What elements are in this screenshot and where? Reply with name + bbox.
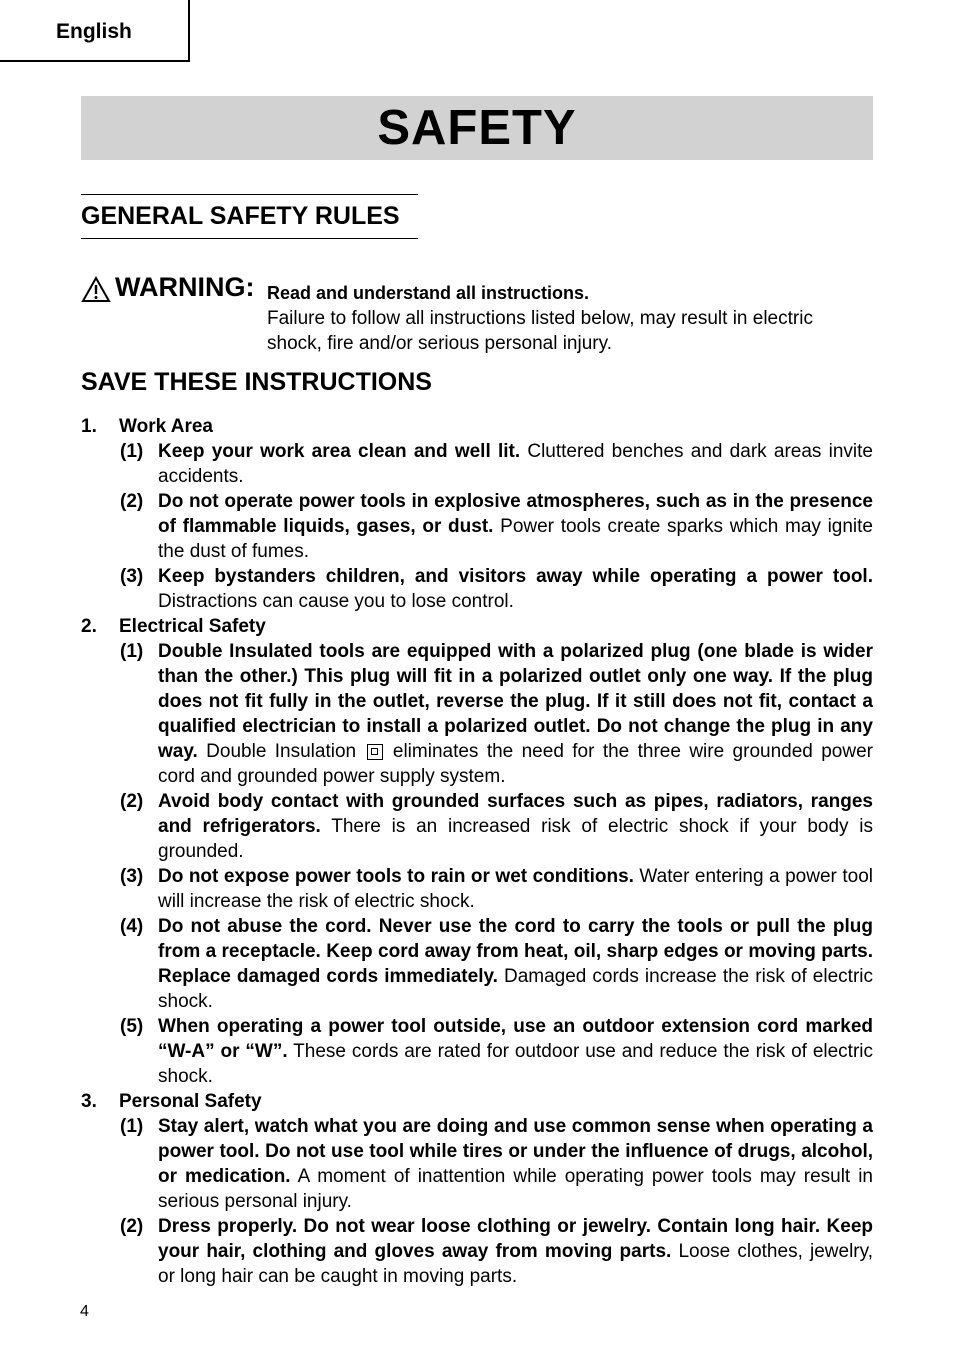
category-number: 2. [81,616,97,637]
rule-item [81,789,873,864]
rule-text: A moment of inattention while operating power tools may result in serious personal injury. [158,1166,874,1212]
rule-text: Double Insulation [206,741,357,762]
rule-bold-text: Dress properly. Do not wear loose clothing or jewelry. Contain long hair. Keep your hair, clothing and gloves away from moving parts. [158,1216,873,1262]
rule-number: (2) [120,1216,144,1237]
rule-item [81,1014,873,1089]
rule-item [81,914,873,1014]
rule-item [81,1114,873,1214]
category-work-area [81,414,873,439]
rule-item [81,489,873,564]
rule-text-after: eliminates the need for the three wire grounded power cord and grounded power supply system. [158,741,873,787]
page-title-bar [81,96,873,160]
category-number: 3. [81,1091,97,1112]
rule-bold-text: Double Insulated tools are equipped with a polarized plug (one blade is wider than the other.) This plug will fit in a polarized outlet only one way. If the plug does not fit fully in the outlet, reverse the plug. If it still does not fit, contact a qualified electrician to install a polarized outlet. Do not change the plug in any way. [158,641,873,762]
category-title: Electrical Safety [119,616,266,637]
rule-number: (4) [120,916,144,937]
rule-text: Distractions can cause you to lose control. [158,591,514,612]
rule-bold-text: Stay alert, watch what you are doing and use common sense when operating a power tool. Do not use tool while tires or under the influence of drugs, alcohol, or medication. [158,1116,873,1187]
language-tab [0,0,190,62]
rule-text: These cords are rated for outdoor use and reduce the risk of electric shock. [158,1041,873,1087]
rule-bold-text: Avoid body contact with grounded surfaces such as pipes, radiators, ranges and refrigerators. [158,791,873,837]
rule-item [81,864,873,914]
rule-bold-text: Do not abuse the cord. Never use the cord to carry the tools or pull the plug from a receptacle. Keep cord away from heat, oil, sharp edges or moving parts. Replace damaged cords immediately. [158,916,873,987]
rule-text: There is an increased risk of electric shock if your body is grounded. [158,816,874,862]
category-title: Personal Safety [119,1091,262,1112]
rule-text: Loose clothes, jewelry, or long hair can be caught in moving parts. [158,1241,873,1287]
rule-item [81,1214,873,1289]
rule-number: (3) [120,566,144,587]
rule-number: (1) [120,1116,144,1137]
double-insulation-icon [367,744,383,760]
rules-list [81,414,873,1289]
rule-bold-text: Do not operate power tools in explosive atmospheres, such as in the presence of flammable liquids, gases, or dust. [158,491,873,537]
rule-bold-text: Keep bystanders children, and visitors away while operating a power tool. [158,566,873,587]
save-instructions-heading: SAVE THESE INSTRUCTIONS [81,368,432,396]
section-title: GENERAL SAFETY RULES [81,202,400,230]
rule-number: (1) [120,641,144,662]
rule-item [81,639,873,789]
rule-bold-text: Do not expose power tools to rain or wet conditions. [158,866,634,887]
warning-body: Failure to follow all instructions listed below, may result in electric shock, fire and/or serious personal injury. [267,308,813,354]
page-number: 4 [80,1303,89,1320]
section-title-box [81,194,418,239]
rule-item [81,439,873,489]
rule-number: (1) [120,441,144,462]
rule-text: Damaged cords increase the risk of electric shock. [158,966,873,1012]
warning-lead: Read and understand all instructions. [267,283,590,303]
language-label: English [56,20,132,43]
rule-item [81,564,873,614]
rule-bold-text: Keep your work area clean and well lit. [158,441,521,462]
rule-bold-text: When operating a power tool outside, use an outdoor extension cord marked “W-A” or “W”. [158,1016,873,1062]
rule-number: (5) [120,1016,144,1037]
warning-label: WARNING: [115,272,255,302]
category-personal-safety [81,1089,873,1114]
rule-text: Water entering a power tool will increase the risk of electric shock. [158,866,873,912]
rule-number: (2) [120,491,144,512]
rule-number: (2) [120,791,144,812]
rule-text: Cluttered benches and dark areas invite accidents. [158,441,873,487]
rule-text: Power tools create sparks which may ignite the dust of fumes. [158,516,874,562]
page-title: SAFETY [377,101,577,155]
rule-number: (3) [120,866,144,887]
warning-triangle-icon [81,276,111,303]
category-title: Work Area [119,416,213,437]
category-electrical-safety [81,614,873,639]
category-number: 1. [81,416,97,437]
